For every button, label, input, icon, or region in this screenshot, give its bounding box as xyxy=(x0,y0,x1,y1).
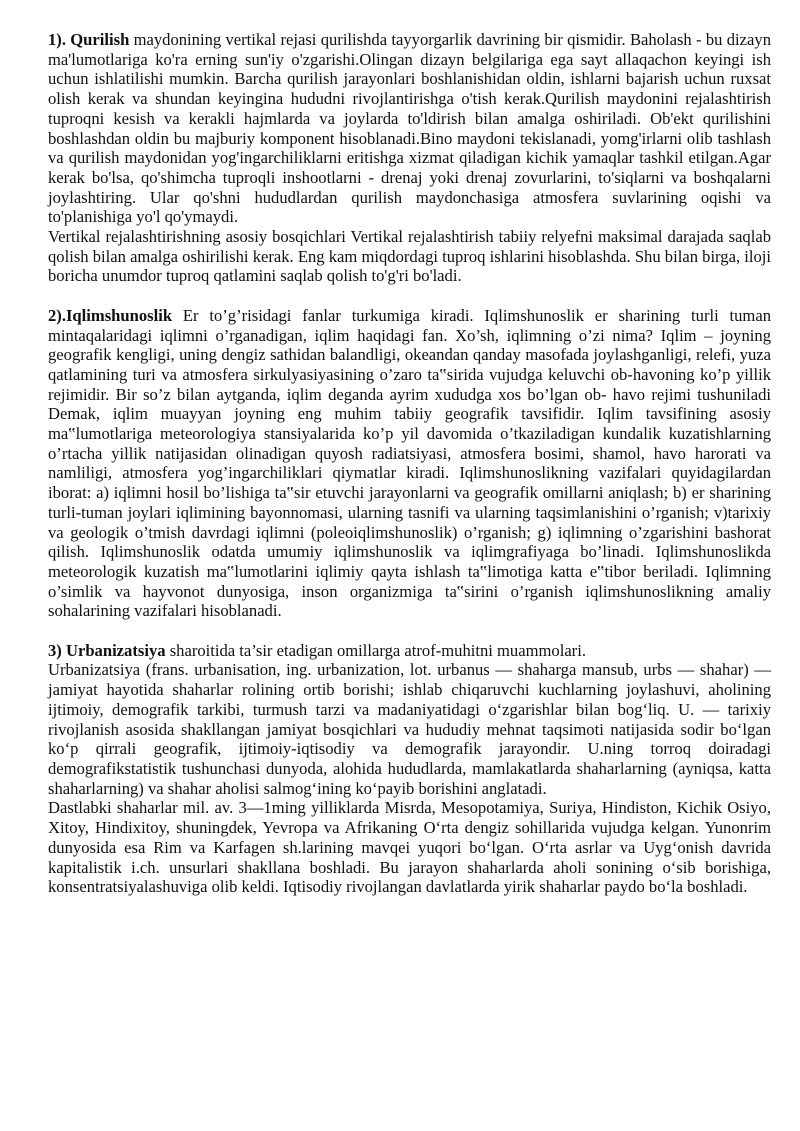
section-2-paragraph xyxy=(48,306,771,621)
section-3-lead-text: sharoitida ta’sir etadigan omillarga atrof-muhitni muammolari. xyxy=(165,640,586,660)
paragraph-gap xyxy=(48,286,771,306)
section-2-heading: 2).Iqlimshunoslik xyxy=(48,305,173,325)
section-2-lead-text: Er to’g’risidagi fanlar turkumiga kiradi. Iqlimshunoslik er sharining turli tuman mintaqalaridagi iqlimni o’rganadigan, iqlim haqidagi fan. Xo’sh, iqlimning o’zi nima? Iqlim – joyning geografik kengligi, uning dengiz sathidan balandligi, okeandan qanday masofada joylashganligi, relefi, yuza qatlamining turi va atmosfera sirkulyasiyasining o’zaro ta‟sirida vujudga keluvchi ob-havoning ko’p yillik rejimidir. Bir so’z bilan aytganda, iqlim deganda ayrim xududga xos bo’lgan ob- havo rejimi tushuniladi Demak, iqlim muayyan joyning eng muhim tabiiy geografik tavsifidir. Iqlim tavsifining asosiy ma‟lumotlariga meteorologiya stansiyalarida ko’p yil davomida o’tkaziladigan kundalik kuzatishlarning o’rtacha yillik natijasidan olinadigan quyosh radiatsiyasi, atmosfera bosimi, shamol, havo harorati va namliligi, atmosfera yog’ingarchiliklari qiymatlar kiradi. Iqlimshunoslikning vazifalari quyidagilardan iborat: a) iqlimni hosil bo’lishiga ta‟sir etuvchi jarayonlarni va geografik omillarni aniqlash; b) er sharining turli-tuman joylari iqlimining bayonnomasi, ularning tasnifi va ularning taqsimlanishini o’rganish; v)tarixiy va geologik o’tmish davrdagi iqlimni (poleoiqlimshunoslik) o’rganish; g) iqlimning o’zgarishini bashorat qilish. Iqlimshunoslik odatda umumiy iqlimshunoslik va iqlimgrafiyaga bo’linadi. Iqlimshunoslikda meteorologik kuzatish ma‟lumotlarini iqlimiy qayta ishlash ta‟limotiga katta e‟tibor beriladi. Iqlimning o’simlik va hayvonot dunyosiga, inson organizmiga ta‟sirini o’rganish iqlimshunoslikning amaliy sohalarining vazifalari hisoblanadi. xyxy=(48,305,771,621)
paragraph-gap xyxy=(48,621,771,641)
section-3-paragraph xyxy=(48,641,771,661)
section-3-heading: 3) Urbanizatsiya xyxy=(48,640,166,660)
section-3-extra2-paragraph: Dastlabki shaharlar mil. av. 3—1ming yilliklarda Misrda, Mesopotamiya, Suriya, Hindiston, Kichik Osiyo, Xitoy, Hindixitoy, shuningdek, Yevropa va Afrikaning Oʻrta dengiz sohillarida vujudga kelgan. Yunonrim dunyosida esa Rim va Karfagen sh.larining mavqei yuqori boʻlgan. Oʻrta asrlar va Uygʻonish davrida kapitalistik i.ch. unsurlari shakllana boshladi. Bu jarayon shaharlarda aholi sonining oʻsib borishiga, konsentratsiyalashuviga olib keldi. Iqtisodiy rivojlangan davlatlarda yirik shaharlar paydo boʻla boshladi. xyxy=(48,798,771,897)
section-1-lead-text: maydonining vertikal rejasi qurilishda tayyorgarlik davrining bir qismidir. Baholash - bu dizayn ma'lumotlariga ko'ra erning sun'iy o'zgarishi.Olingan dizayn belgilariga ega sayt allaqachon keyingi ish uchun ishlatilishi mumkin. Barcha qurilish jarayonlari boshlanishidan oldin, ishlarni bajarish uchun ruxsat olish kerak va shundan keyingina hududni rivojlantirishga o'tish kerak.Qurilish maydonini rejalashtirish tuproqni kesish va kerakli hajmlarda va joylarda to'ldirish bilan amalga oshiriladi. Ob'ekt qurilishini boshlashdan oldin bu majburiy komponent hisoblanadi.Bino maydoni tekislanadi, yomg'irlarni olib tashlash va qurilish maydonidan yog'ingarchiliklarni eritishga xizmat qiladigan kichik yamaqlar tashkil etilgan.Agar kerak bo'lsa, qo'shimcha tuproqli inshootlarni - drenaj yoki drenaj zovurlarini, to'siqlarni va boshqalarni joylashtiring. Ular qo'shni hududlardan qurilish maydonchasiga atmosfera suvlarining oqishi va to'planishiga yo'l qo'ymaydi. xyxy=(48,30,771,227)
section-3-extra-paragraph: Urbanizatsiya (frans. urbanisation, ing. urbanization, lot. urbanus — shaharga mansub, urbs — shahar) — jamiyat hayotida shaharlar rolining ortib borishi; ishlab chiqaruvchi kuchlarning joylashuvi, aholining ijtimoiy, demografik tarkibi, turmush tarzi va madaniyatidagi oʻzgarishlar bilan bogʻliq. U. — tarixiy rivojlanish asosida shakllangan jamiyat bosqichlari va hududiy mehnat taqsimoti natijasida sodir boʻlgan koʻp qirrali geografik, ijtimoiy-iqtisodiy va demografik jarayondir. U.ning torroq doiradagi demografikstatistik tushunchasi dunyoda, alohida hududlarda, mamlakatlarda shaharlarning (ayniqsa, katta shaharlarning) va shahar aholisi salmogʻining koʻpayib borishini anglatadi. xyxy=(48,660,771,798)
section-1-heading: 1). Qurilish xyxy=(48,30,130,49)
section-1-extra-paragraph: Vertikal rejalashtirishning asosiy bosqichlari Vertikal rejalashtirish tabiiy relyefni maksimal darajada saqlab qolish bilan amalga oshirilishi kerak. Eng kam miqdordagi tuproq ishlarini hisoblashda. Shu bilan birga, iloji boricha unumdor tuproq qatlamini saqlab qolish to'g'ri bo'ladi. xyxy=(48,227,771,286)
section-1-paragraph xyxy=(48,30,771,227)
document-page xyxy=(48,30,771,897)
